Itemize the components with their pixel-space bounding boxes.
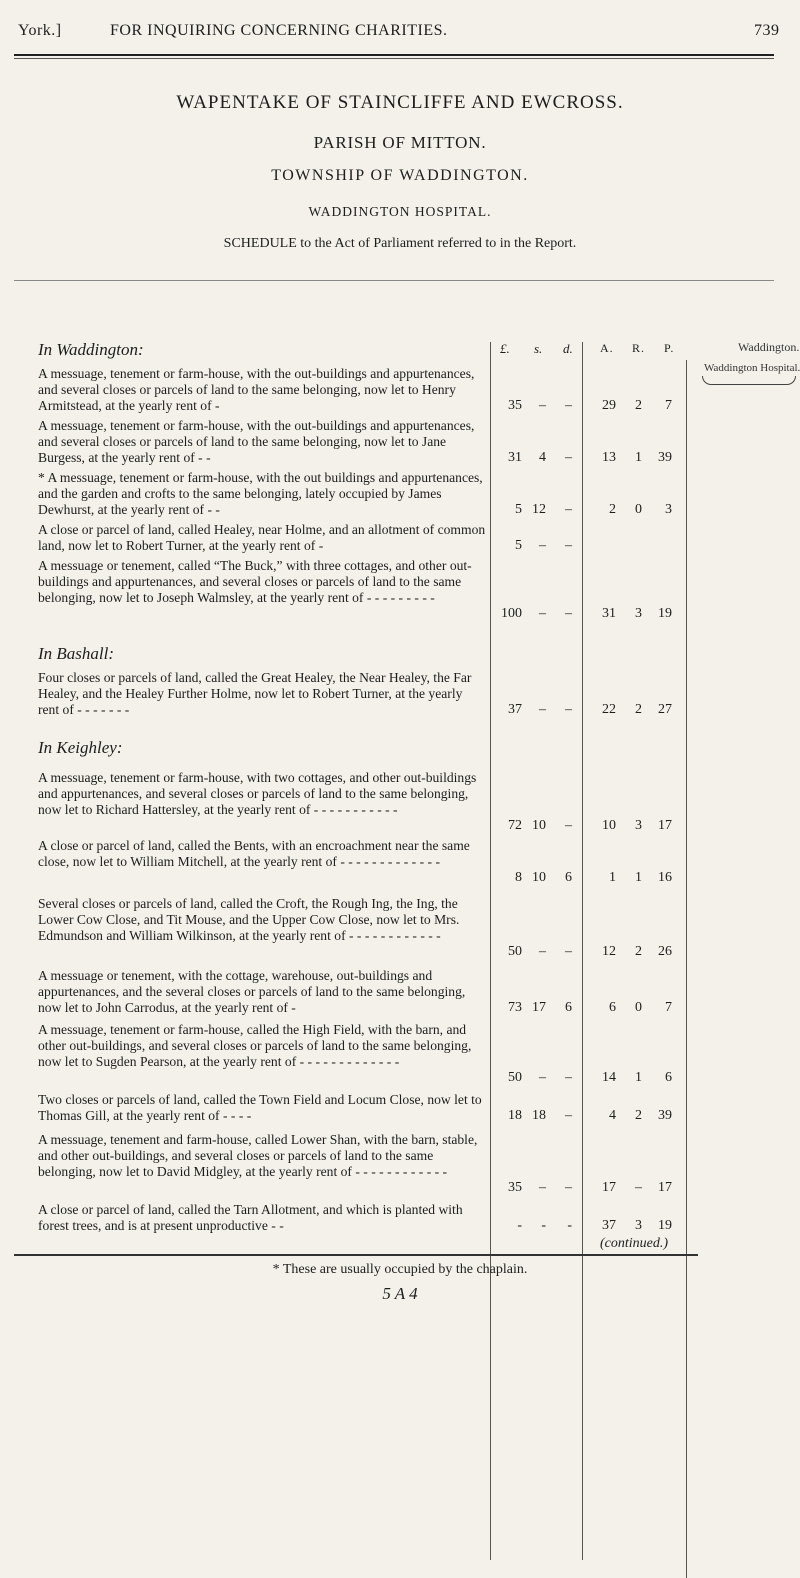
entry-acres: 1 [609, 870, 616, 885]
entry-roods: 3 [635, 1218, 642, 1233]
entry-text: A messuage or tenement, with the cottage, warehouse, out-buildings and appurtenances, and the several closes or parcels of land to the same belonging, now let to John Carrodus, at the yearly rent of - [38, 968, 466, 1015]
header-rule [14, 54, 774, 56]
entry-pence: – [565, 944, 572, 959]
entry-pounds: 73 [508, 1000, 522, 1015]
schedule-entry [38, 366, 486, 414]
entry-roods: 2 [635, 944, 642, 959]
entry-acres: 6 [609, 1000, 616, 1015]
entry-roods: 3 [635, 606, 642, 621]
wapentake-title: WAPENTAKE OF STAINCLIFFE AND EWCROSS. [176, 92, 624, 113]
entry-shillings: 4 [539, 450, 546, 465]
entry-perches: 19 [658, 606, 672, 621]
entry-text: A messuage, tenement or farm-house, with the out-buildings and appurtenances, and several closes or parcels of land to the same belonging, now let to Henry Armitstead, at the yearly rent of - [38, 366, 475, 413]
entry-shillings: – [539, 538, 546, 553]
section-title-waddington: In Waddington: [38, 340, 144, 359]
entry-roods: 0 [635, 502, 642, 517]
entry-text: A close or parcel of land, called the Bents, with an encroachment near the same close, now let to William Mitchell, at the yearly rent of - - - - - - - - - - - - - [38, 838, 470, 869]
entry-pounds: 100 [501, 606, 522, 621]
entry-text: Four closes or parcels of land, called the Great Healey, the Near Healey, the Far Healey, and the Healey Further Holme, now let to Robert Turner, at the yearly rent of - - - - - - - [38, 670, 472, 717]
continued-note: (continued.) [600, 1236, 669, 1251]
entry-pounds: 18 [508, 1108, 522, 1123]
entry-pounds: 35 [508, 1180, 522, 1195]
entry-pence: – [565, 606, 572, 621]
entry-pence: - [567, 1218, 572, 1233]
entry-perches: 7 [665, 1000, 672, 1015]
entry-pounds: 31 [508, 450, 522, 465]
schedule-entry [38, 770, 486, 818]
section-title-keighley: In Keighley: [38, 738, 123, 757]
entry-perches: 19 [658, 1218, 672, 1233]
schedule-entry [38, 670, 486, 718]
schedule-entry [38, 558, 486, 606]
entry-shillings: – [539, 1070, 546, 1085]
entry-roods: 1 [635, 450, 642, 465]
entry-pounds: 35 [508, 398, 522, 413]
margin-brace [702, 376, 796, 385]
entry-pounds: 50 [508, 1070, 522, 1085]
schedule-entry [38, 1202, 486, 1234]
entry-perches: 16 [658, 870, 672, 885]
entry-perches: 27 [658, 702, 672, 717]
entry-pounds: 50 [508, 944, 522, 959]
entry-pence: – [565, 398, 572, 413]
entry-acres: 14 [602, 1070, 616, 1085]
entry-shillings: – [539, 702, 546, 717]
col-perches: P. [664, 341, 675, 355]
entry-acres: 2 [609, 502, 616, 517]
entry-text: A close or parcel of land, called Healey, near Holme, and an allotment of common land, now let to Robert Turner, at the yearly rent of - [38, 522, 486, 553]
entry-roods: 2 [635, 1108, 642, 1123]
entry-pence: – [565, 538, 572, 553]
entry-roods: 2 [635, 702, 642, 717]
entry-shillings: – [539, 944, 546, 959]
entry-pounds: 5 [515, 502, 522, 517]
header-county: York.] [18, 22, 62, 39]
schedule-entry [38, 968, 486, 1016]
entry-pounds: 37 [508, 702, 522, 717]
entry-pounds: 72 [508, 818, 522, 833]
schedule-entry [38, 896, 486, 944]
entry-perches: 7 [665, 398, 672, 413]
entry-shillings: 10 [532, 818, 546, 833]
column-divider-margin [686, 360, 687, 1578]
parish-title: PARISH OF MITTON. [313, 133, 487, 152]
entry-text: A messuage, tenement or farm-house, called the High Field, with the barn, and other out-buildings, and several closes or parcels of land to the same belonging, now let to Sugden Pearson, at the yearly rent of - - - - - - - - - - - - - [38, 1022, 472, 1069]
schedule-entry [38, 1022, 486, 1070]
entry-acres: 12 [602, 944, 616, 959]
col-acres: A. [600, 341, 614, 355]
entry-text: Two closes or parcels of land, called the Town Field and Locum Close, now let to Thomas Gill, at the yearly rent of - - - - [38, 1092, 482, 1123]
schedule-entry [38, 418, 486, 466]
page-number: 739 [754, 22, 780, 39]
entry-roods: 0 [635, 1000, 642, 1015]
entry-perches: 39 [658, 1108, 672, 1123]
charity-title: WADDINGTON HOSPITAL. [308, 204, 492, 219]
entry-pounds: 8 [515, 870, 522, 885]
entry-pence: 6 [565, 1000, 572, 1015]
entry-acres: 17 [602, 1180, 616, 1195]
col-roods: R. [632, 341, 646, 355]
column-divider-area [582, 342, 583, 1560]
entry-shillings: 10 [532, 870, 546, 885]
entry-text: A close or parcel of land, called the Tarn Allotment, and which is planted with forest trees, and is at present unproductive - - [38, 1202, 463, 1233]
schedule-entry [38, 470, 486, 518]
entry-pounds: - [517, 1218, 522, 1233]
margin-label: Waddington Hospital. [704, 362, 800, 374]
column-divider-rent [490, 342, 491, 1560]
township-title: TOWNSHIP OF WADDINGTON. [271, 167, 529, 184]
entry-shillings: – [539, 1180, 546, 1195]
entry-text: Several closes or parcels of land, called the Croft, the Rough Ing, the Ing, the Lower Cow Close, and Tit Mouse, and the Upper Cow Close, now let to Mrs. Edmundson and William Wilkinson, at the yearly rent of - - - - - - - - - - - - [38, 896, 460, 943]
entry-text: A messuage, tenement or farm-house, with two cottages, and other out-buildings and appurtenances, and several closes or parcels of land to the same belonging, now let to Richard Hattersley, at the yearly rent of - - - - - - - - - - - [38, 770, 477, 817]
entry-pence: 6 [565, 870, 572, 885]
entry-acres: 31 [602, 606, 616, 621]
section-title-bashall: In Bashall: [38, 644, 115, 663]
entry-text: A messuage or tenement, called “The Buck,” with three cottages, and other out-buildings and appurtenances, and several closes or parcels of land to the same belonging, now let to Joseph Walmsley, at the yearly rent of - - - - - - - - - [38, 558, 472, 605]
entry-pence: – [565, 818, 572, 833]
schedule-entry [38, 1092, 486, 1124]
entry-pence: – [565, 1108, 572, 1123]
entry-roods: – [635, 1180, 642, 1195]
entry-text: A messuage, tenement and farm-house, called Lower Shan, with the barn, stable, and other out-buildings, and several closes or parcels of land to the same belonging, now let to David Midgley, at the yearly rent of - - - - - - - - - - - - [38, 1132, 478, 1179]
entry-shillings: 12 [532, 502, 546, 517]
entry-pence: – [565, 450, 572, 465]
entry-acres: 22 [602, 702, 616, 717]
entry-perches: 26 [658, 944, 672, 959]
entry-acres: 10 [602, 818, 616, 833]
entry-pence: – [565, 702, 572, 717]
header-rule-thin [14, 58, 774, 59]
entry-acres: 13 [602, 450, 616, 465]
entry-roods: 3 [635, 818, 642, 833]
entry-perches: 17 [658, 1180, 672, 1195]
entry-acres: 4 [609, 1108, 616, 1123]
entry-shillings: – [539, 606, 546, 621]
entry-shillings: 18 [532, 1108, 546, 1123]
entry-pence: – [565, 502, 572, 517]
col-pence: d. [563, 341, 573, 356]
entry-shillings: 17 [532, 1000, 546, 1015]
entry-acres: 37 [602, 1218, 616, 1233]
entry-shillings: - [541, 1218, 546, 1233]
header-title: FOR INQUIRING CONCERNING CHARITIES. [110, 22, 448, 39]
entry-roods: 1 [635, 870, 642, 885]
entry-roods: 1 [635, 1070, 642, 1085]
schedule-entry [38, 522, 486, 554]
entry-perches: 6 [665, 1070, 672, 1085]
entry-perches: 39 [658, 450, 672, 465]
entry-acres: 29 [602, 398, 616, 413]
entry-text: * A messuage, tenement or farm-house, with the out buildings and appurtenances, and the garden and crofts to the same belonging, lately occupied by James Dewhurst, at the yearly rent of - - [38, 470, 483, 517]
schedule-entry [38, 1132, 486, 1180]
schedule-entry [38, 838, 486, 870]
schedule-title: SCHEDULE to the Act of Parliament referred to in the Report. [223, 236, 577, 251]
entry-shillings: – [539, 398, 546, 413]
entry-perches: 3 [665, 502, 672, 517]
table-bottom-rule [14, 1254, 698, 1256]
signature-mark: 5 A 4 [382, 1284, 418, 1303]
margin-place: Waddington. [738, 340, 800, 354]
entry-perches: 17 [658, 818, 672, 833]
entry-roods: 2 [635, 398, 642, 413]
col-shillings: s. [534, 341, 543, 356]
entry-pence: – [565, 1180, 572, 1195]
footnote: * These are usually occupied by the chaplain. [272, 1262, 528, 1277]
col-pounds: £. [500, 341, 510, 356]
entry-text: A messuage, tenement or farm-house, with the out-buildings and appurtenances, and several closes or parcels of land to the same belonging, now let to Jane Burgess, at the yearly rent of - - [38, 418, 475, 465]
entry-pounds: 5 [515, 538, 522, 553]
entry-pence: – [565, 1070, 572, 1085]
table-top-rule [14, 280, 774, 281]
